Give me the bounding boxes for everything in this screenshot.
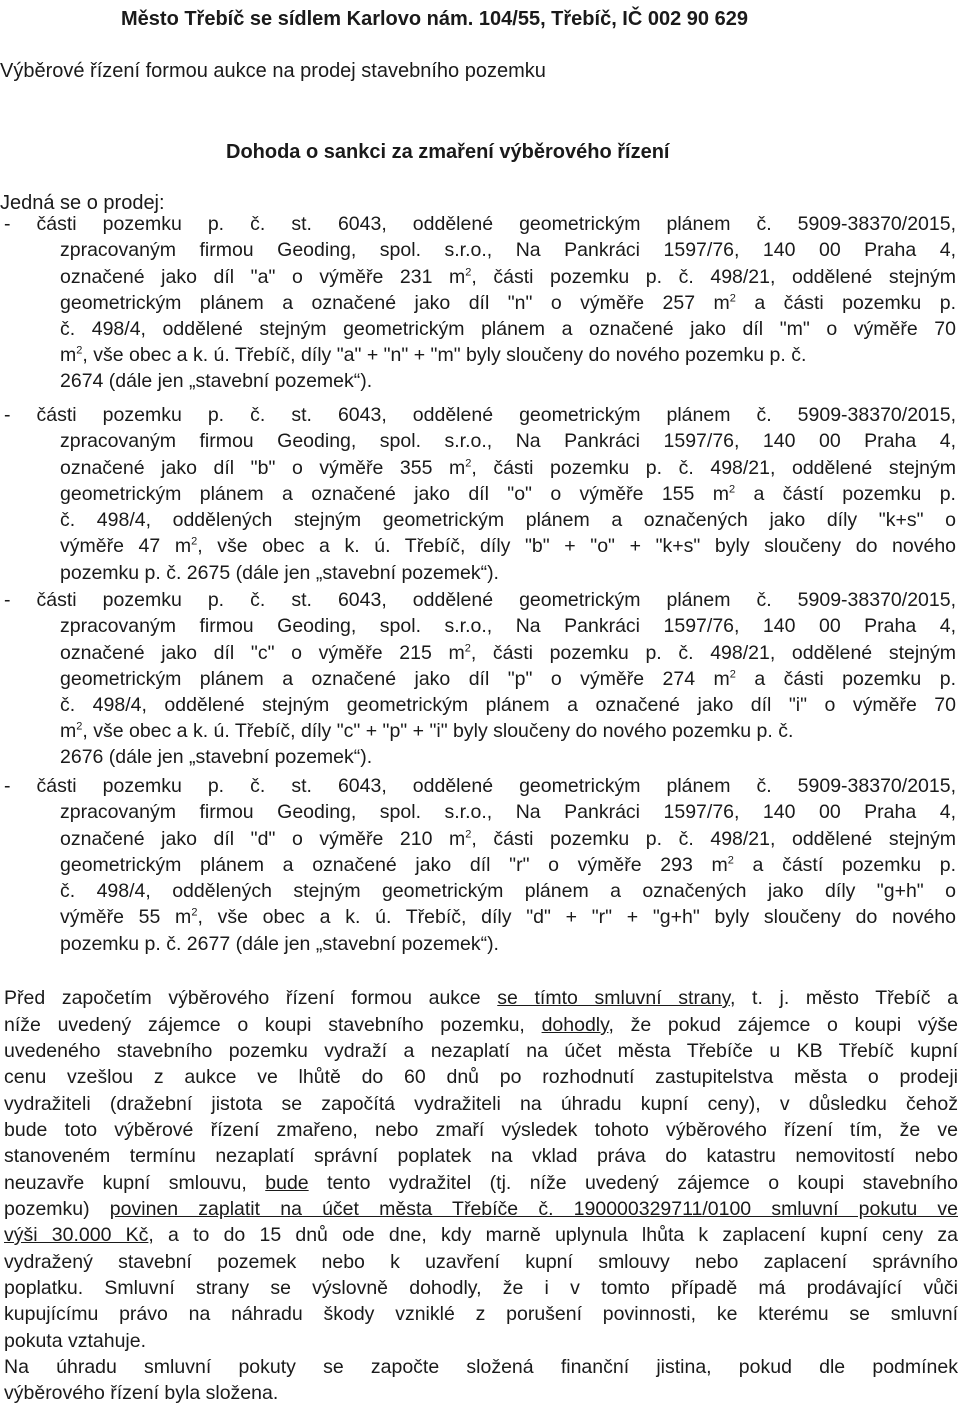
- item-line: zpracovaným firmou Geoding, spol. s.r.o., Na Pankráci 1597/76, 140 00 Praha 4,: [60, 430, 956, 452]
- item-line: pozemku p. č. 2675 (dále jen „stavební pozemek“).: [60, 562, 499, 584]
- body-line: uvedeného stavebního pozemku vydraží a nezaplatí na účet města Třebíče u KB Třebíč kupní: [4, 1040, 958, 1062]
- item-line: zpracovaným firmou Geoding, spol. s.r.o., Na Pankráci 1597/76, 140 00 Praha 4,: [60, 801, 956, 823]
- body-line: níže uvedený zájemce o koupi stavebního pozemku, dohodly, že pokud zájemce o koupi výše: [4, 1014, 958, 1036]
- item-line: - části pozemku p. č. st. 6043, oddělené geometrickým plánem č. 5909-38370/2015,: [4, 775, 956, 797]
- document-header-line-1: Město Třebíč se sídlem Karlovo nám. 104/55, Třebíč, IČ 002 90 629: [121, 8, 748, 30]
- item-line: výměře 55 $m^2$, vše obec a k. ú. Třebíč, díly "d" + "r" + "g+h" byly sloučeny do nového: [60, 906, 956, 928]
- body-line: výši 30.000 Kč, a to do 15 dnů ode dne, kdy marně uplynula lhůta k zaplacení kupní ceny za: [4, 1224, 958, 1246]
- body-line: vydražiteli (dražební jistota se započítá vydražiteli na úhradu kupní ceny), v důsledku čehož: [4, 1093, 958, 1115]
- item-line: označené jako díl "d" o výměře 210 $m^2$, části pozemku p. č. 498/21, oddělené stejným: [60, 828, 956, 850]
- subject-label: Jedná se o prodej:: [0, 192, 165, 214]
- item-line: geometrickým plánem a označené jako díl "n" o výměře 257 $m^2$ a části pozemku p.: [60, 292, 956, 314]
- body-line: cenu vzešlou z aukce ve lhůtě do 60 dnů po rozhodnutí zastupitelstva města o prodeji: [4, 1066, 958, 1088]
- item-line: výměře 47 $m^2$, vše obec a k. ú. Třebíč, díly "b" + "o" + "k+s" byly sloučeny do nového: [60, 535, 957, 557]
- item-line: 2676 (dále jen „stavební pozemek“).: [60, 746, 373, 768]
- item-line: pozemku p. č. 2677 (dále jen „stavební pozemek“).: [60, 933, 499, 955]
- item-line: - části pozemku p. č. st. 6043, oddělené geometrickým plánem č. 5909-38370/2015,: [4, 213, 956, 235]
- body-line: kupujícímu právo na náhradu škody vzniklé z porušení povinnosti, ke kterému se smluvní: [4, 1303, 958, 1325]
- item-line: $m^2$, vše obec a k. ú. Třebíč, díly "c" + "p" + "i" byly sloučeny do nového pozemku p. č.: [60, 720, 794, 742]
- item-line: označené jako díl "a" o výměře 231 $m^2$, části pozemku p. č. 498/21, oddělené stejným: [60, 266, 956, 288]
- body-line: vydražený stavební pozemek nebo k uzavření kupní smlouvy nebo zaplacení správního: [4, 1251, 958, 1273]
- item-line: - části pozemku p. č. st. 6043, oddělené geometrickým plánem č. 5909-38370/2015,: [4, 589, 956, 611]
- item-line: č. 498/4, oddělené stejným geometrickým plánem a označené jako díl "i" o výměře 70: [60, 694, 956, 716]
- item-line: geometrickým plánem a označené jako díl "p" o výměře 274 $m^2$ a části pozemku p.: [60, 668, 956, 690]
- item-line: označené jako díl "b" o výměře 355 $m^2$, části pozemku p. č. 498/21, oddělené stejným: [60, 457, 956, 479]
- body-line: poplatku. Smluvní strany se výslovně dohodly, že i v tomto případě má prodávající vůči: [4, 1277, 958, 1299]
- body-line: Před započetím výběrového řízení formou aukce se tímto smluvní strany, t. j. město Třebíč a: [4, 987, 959, 1009]
- item-line: zpracovaným firmou Geoding, spol. s.r.o., Na Pankráci 1597/76, 140 00 Praha 4,: [60, 239, 956, 261]
- body-line: Na úhradu smluvní pokuty se započte složená finanční jistina, pokud dle podmínek: [4, 1356, 958, 1378]
- item-line: 2674 (dále jen „stavební pozemek“).: [60, 370, 373, 392]
- item-line: geometrickým plánem a označené jako díl "o" o výměře 155 $m^2$ a částí pozemku p.: [60, 483, 956, 505]
- item-line: geometrickým plánem a označené jako díl "r" o výměře 293 $m^2$ a částí pozemku p.: [60, 854, 956, 876]
- document-header-line-2: Výběrové řízení formou aukce na prodej stavebního pozemku: [0, 60, 546, 82]
- body-line: bude toto výběrové řízení zmařeno, nebo zmaří výsledek tohoto výběrového řízení tím, že ve: [4, 1119, 958, 1141]
- item-line: zpracovaným firmou Geoding, spol. s.r.o., Na Pankráci 1597/76, 140 00 Praha 4,: [60, 615, 956, 637]
- body-line: stanoveném termínu nezaplatí správní poplatek na vklad práva do katastru nemovitostí nebo: [4, 1145, 958, 1167]
- item-line: $m^2$, vše obec a k. ú. Třebíč, díly "a" + "n" + "m" byly sloučeny do nového pozemku p. č.: [60, 344, 807, 366]
- body-line: pozemku) povinen zaplatit na účet města Třebíče č. 19000032971​1/0100 smluvní pokutu ve: [4, 1198, 958, 1220]
- item-line: č. 498/4, oddělených stejným geometrickým plánem a označených jako díly "k+s" o: [60, 509, 956, 531]
- item-line: - části pozemku p. č. st. 6043, oddělené geometrickým plánem č. 5909-38370/2015,: [4, 404, 956, 426]
- body-line: pokuta vztahuje.: [4, 1330, 147, 1352]
- body-line: výběrového řízení byla složena.: [4, 1382, 279, 1404]
- agreement-title: Dohoda o sankci za zmaření výběrového řízení: [226, 141, 670, 163]
- item-line: č. 498/4, oddělené stejným geometrickým plánem a označené jako díl "m" o výměře 70: [60, 318, 956, 340]
- body-line: neuzavře kupní smlouvu, bude tento vydražitel (tj. níže uvedený zájemce o koupi stavebního: [4, 1172, 958, 1194]
- item-line: č. 498/4, oddělených stejným geometrickým plánem a označených jako díly "g+h" o: [60, 880, 956, 902]
- item-line: označené jako díl "c" o výměře 215 $m^2$, části pozemku p. č. 498/21, oddělené stejným: [60, 642, 956, 664]
